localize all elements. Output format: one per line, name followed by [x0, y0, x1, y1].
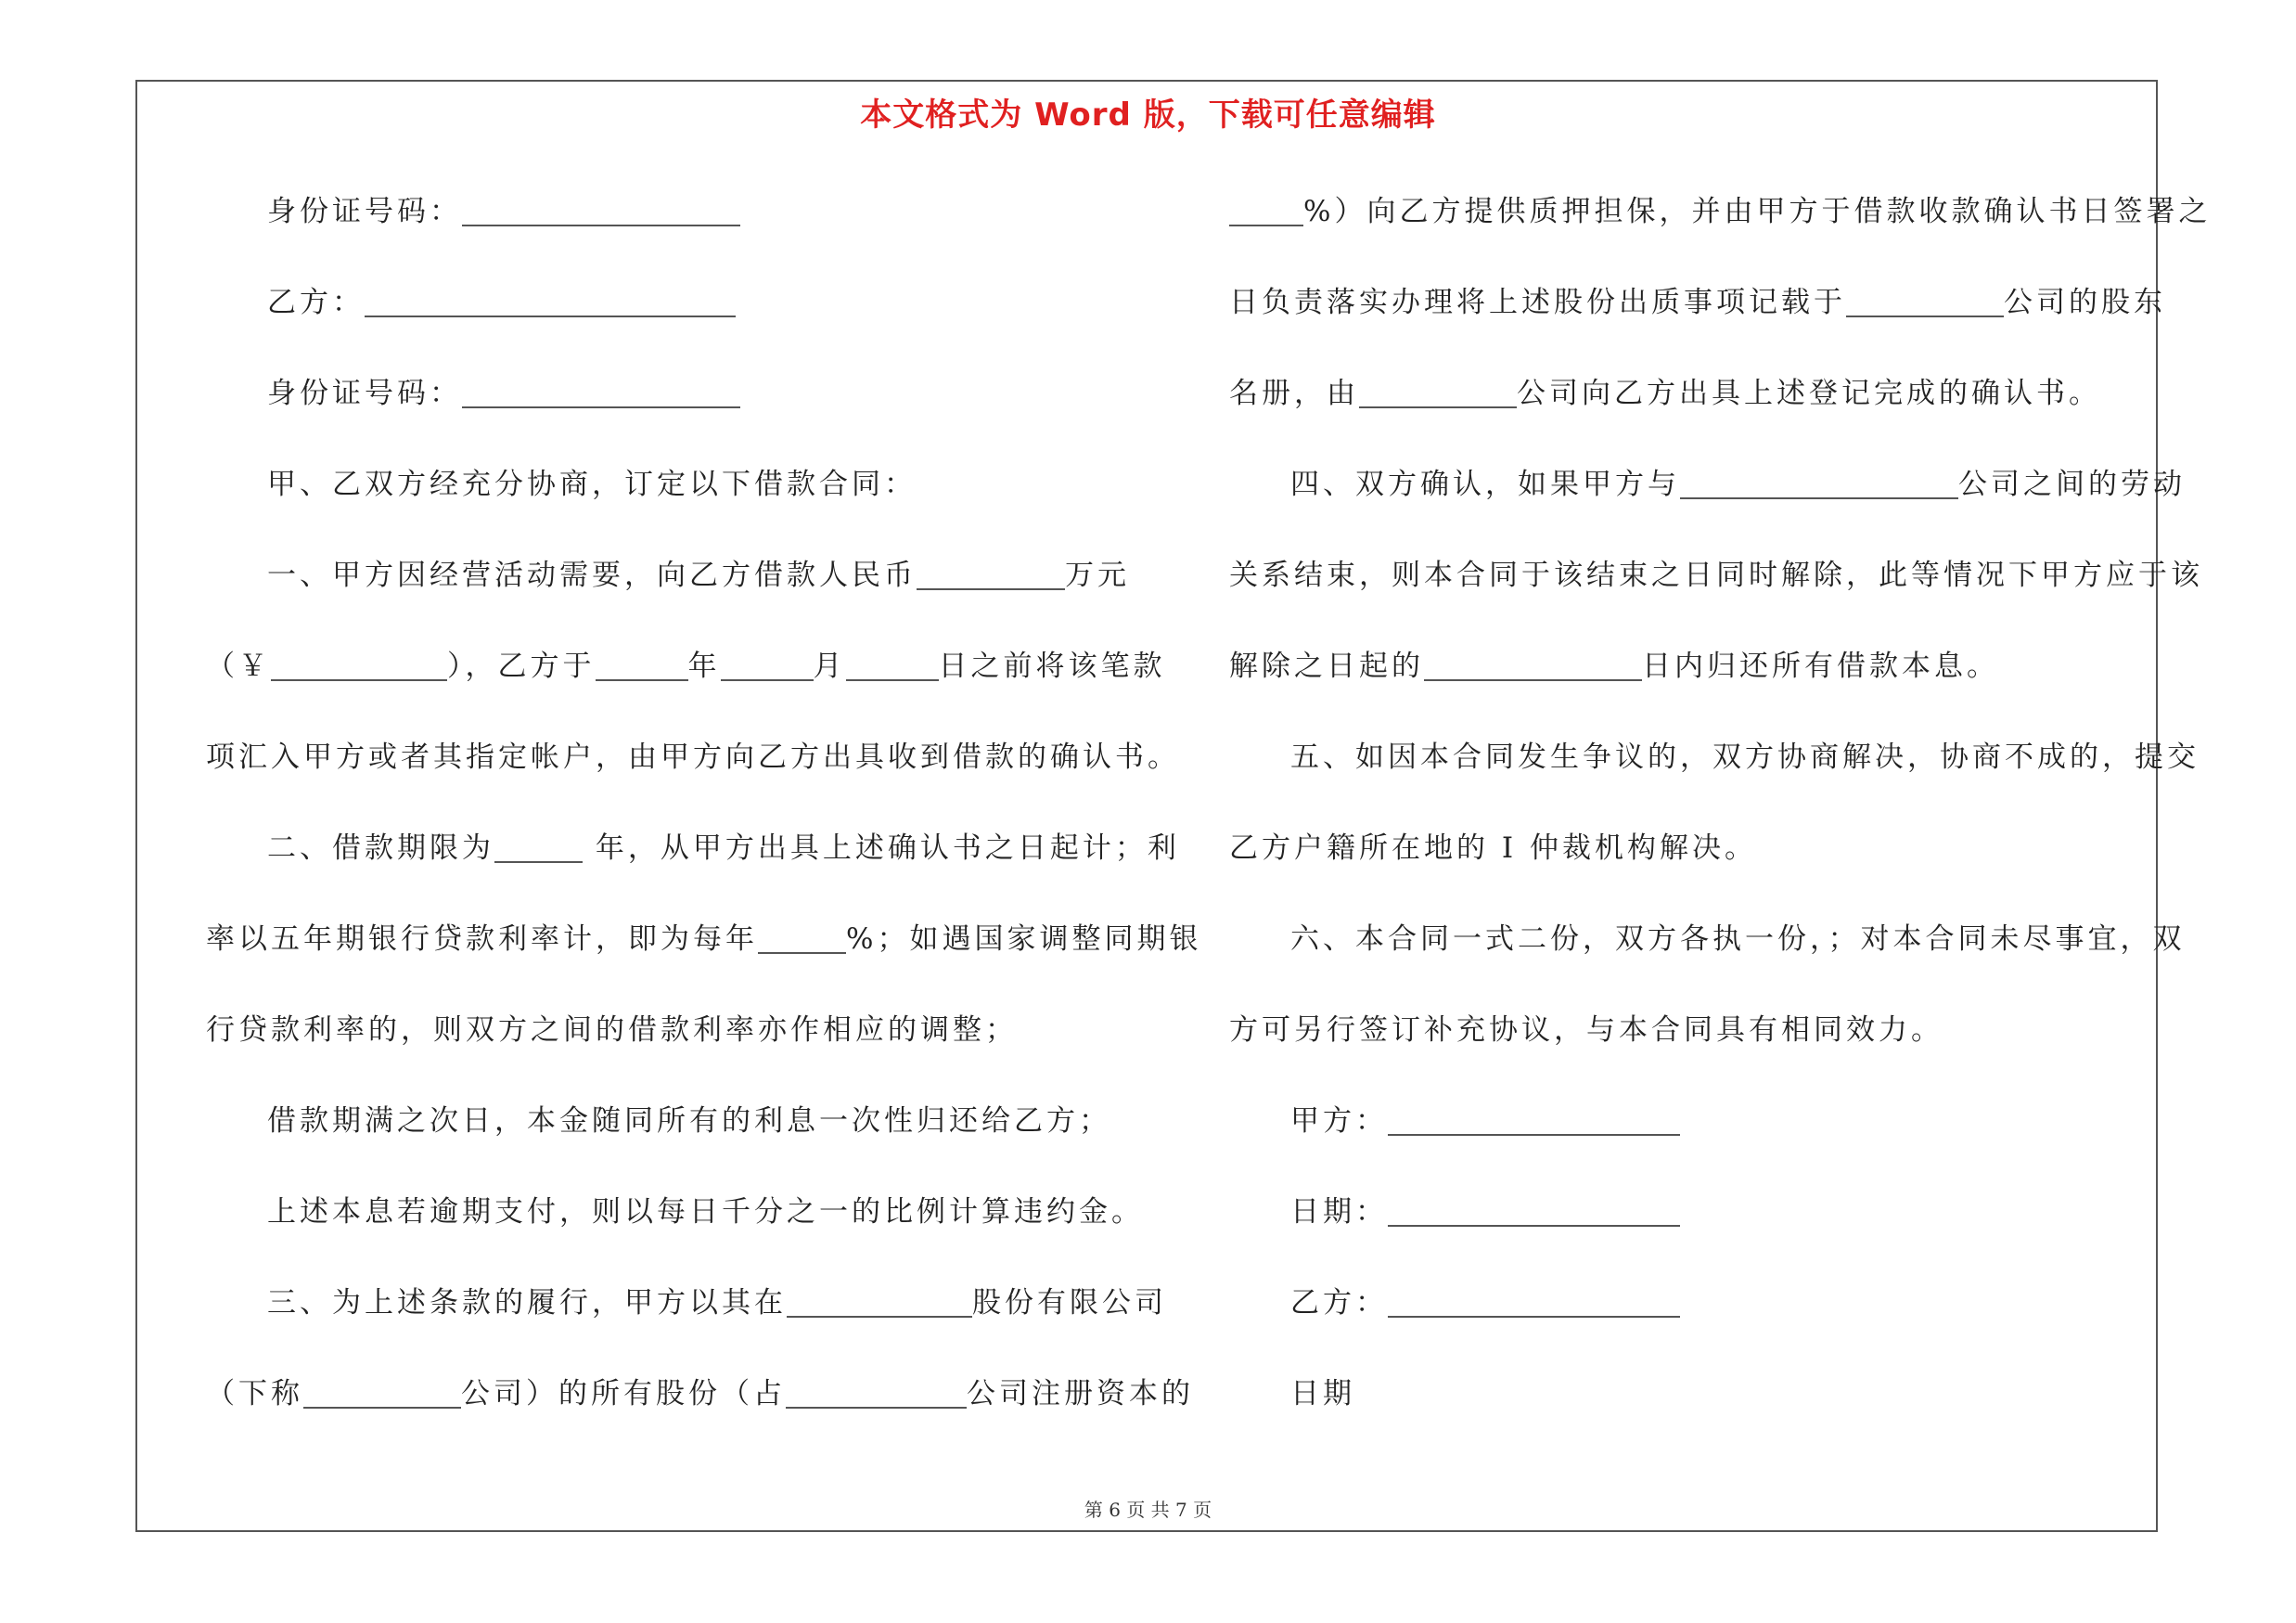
clause-4-text-b: 公司之间的劳动	[1958, 468, 2186, 501]
clause-6-text-a: 六、本合同一式二份，双方各执一份，；对本合同未尽事宜，双	[1290, 922, 2186, 956]
preamble-text: 甲、乙双方经充分协商，订定以下借款合同：	[267, 468, 917, 501]
clause-1-text-d: ），乙方于	[447, 650, 596, 683]
clause-3-text-f: %）向乙方提供质押担保，并由甲方于借款收款确认书日签署之	[1303, 195, 2212, 228]
clause-2-text-b: 年，从甲方出具上述确认书之日起计；利	[595, 831, 1180, 865]
right-line-1	[1229, 176, 2212, 267]
clause-3-text-b: 股份有限公司	[972, 1286, 1167, 1320]
clause-5-text-a: 五、如因本合同发生争议的，双方协商解决，协商不成的，提交	[1290, 741, 2200, 774]
share-percent-company-blank	[786, 1370, 967, 1409]
party-b-signature-blank	[1388, 1279, 1680, 1318]
register-company-blank	[1846, 278, 2004, 317]
left-line-8	[206, 813, 1180, 904]
left-line-7	[206, 722, 1180, 813]
right-line-4	[1229, 449, 2186, 540]
amount-figure-blank	[271, 642, 447, 681]
loan-term-blank	[494, 824, 583, 863]
id-number-blank-2	[462, 369, 740, 408]
left-column	[206, 176, 1202, 1449]
left-line-9	[206, 904, 1202, 995]
left-line-5	[206, 540, 1143, 631]
right-line-7	[1229, 722, 2200, 813]
clause-1-text-f: 项汇入甲方或者其指定帐户，由甲方向乙方出具收到借款的确认书。	[206, 741, 1180, 774]
clause-3-text-g: 日负责落实办理将上述股份出质事项记载于	[1229, 286, 1846, 319]
issuing-company-blank	[1359, 369, 1517, 408]
clause-6-text-b: 方可另行签订补充协议，与本合同具有相同效力。	[1229, 1013, 1943, 1047]
clause-4-text-d: 解除之日起的	[1229, 650, 1424, 683]
right-line-5	[1229, 540, 2203, 631]
left-line-10	[206, 995, 1143, 1086]
id-number-label-2: 身份证号码：	[267, 377, 462, 410]
share-percent-blank	[1229, 187, 1303, 226]
company-name-blank	[787, 1279, 972, 1318]
left-line-3	[206, 358, 1143, 449]
right-line-10	[1229, 995, 2157, 1086]
left-line-4	[206, 449, 1143, 540]
left-line-13	[206, 1268, 1167, 1359]
month-label: 月	[813, 650, 846, 683]
clause-2-text-e: 行贷款利率的，则双方之间的借款利率亦作相应的调整；	[206, 1013, 1018, 1047]
page-number: 第 6 页 共 7 页	[1084, 1499, 1212, 1521]
clause-1-text-c: （￥	[206, 650, 271, 683]
clause-3-text-j: 公司向乙方出具上述登记完成的确认书。	[1517, 377, 2101, 410]
left-line-12	[206, 1177, 1143, 1268]
id-number-label: 身份证号码：	[267, 195, 462, 228]
employer-company-blank	[1680, 460, 1958, 499]
maturity-text: 借款期满之次日，本金随同所有的利息一次性归还给乙方；	[267, 1104, 1111, 1138]
month-blank	[721, 642, 814, 681]
clause-3-text-a: 三、为上述条款的履行，甲方以其在	[267, 1286, 787, 1320]
clause-3-text-c: （下称	[206, 1377, 303, 1410]
repayment-days-blank	[1424, 642, 1642, 681]
right-line-3	[1229, 358, 2157, 449]
left-line-2	[206, 267, 1143, 358]
loan-amount-blank	[917, 551, 1065, 590]
right-line-2	[1229, 267, 2166, 358]
clause-3-text-h: 公司的股东	[2004, 286, 2166, 319]
clause-5-text-b: 乙方户籍所在地的 I 仲裁机构解决。	[1229, 831, 1757, 865]
left-line-1	[206, 176, 1143, 267]
clause-4-text-a: 四、双方确认，如果甲方与	[1290, 468, 1680, 501]
right-line-8	[1229, 813, 2157, 904]
right-column	[1229, 176, 2212, 1449]
left-line-6	[206, 631, 1166, 722]
year-label: 年	[687, 650, 721, 683]
clause-1-text-e: 日之前将该笔款	[938, 650, 1166, 683]
id-number-blank	[462, 187, 740, 226]
clause-1-text-a: 一、甲方因经营活动需要，向乙方借款人民币	[267, 559, 917, 592]
right-line-12	[1229, 1177, 2157, 1268]
left-line-14	[206, 1359, 1194, 1449]
right-line-9	[1229, 904, 2186, 995]
clause-4-text-c: 关系结束，则本合同于该结束之日同时解除，此等情况下甲方应于该	[1229, 559, 2203, 592]
left-line-11	[206, 1086, 1143, 1177]
party-a-signature-label: 甲方：	[1290, 1104, 1388, 1138]
clause-2-text-a: 二、借款期限为	[267, 831, 494, 865]
right-line-11	[1229, 1086, 2157, 1177]
party-a-signature-blank	[1388, 1097, 1680, 1136]
clause-2-text-c: 率以五年期银行贷款利率计，即为每年	[206, 922, 758, 956]
interest-rate-blank	[758, 915, 846, 954]
right-line-6	[1229, 631, 2157, 722]
company-short-name-blank	[303, 1370, 461, 1409]
clause-1-text-b: 万元	[1065, 559, 1130, 592]
year-blank	[596, 642, 688, 681]
clause-3-text-d: 公司）的所有股份（占	[461, 1377, 786, 1410]
clause-3-text-e: 公司注册资本的	[967, 1377, 1194, 1410]
party-b-label: 乙方：	[267, 286, 365, 319]
party-b-blank	[365, 278, 736, 317]
date-blank-a	[1388, 1188, 1680, 1227]
clause-4-text-e: 日内归还所有借款本息。	[1642, 650, 1999, 683]
day-blank	[846, 642, 939, 681]
clause-2-text-d: %；如遇国家调整同期银	[846, 922, 1202, 956]
right-line-13	[1229, 1268, 2157, 1359]
penalty-text: 上述本息若逾期支付，则以每日千分之一的比例计算违约金。	[267, 1195, 1144, 1229]
right-line-14	[1229, 1359, 2157, 1449]
date-label-b: 日期	[1290, 1377, 1355, 1410]
clause-3-text-i: 名册，由	[1229, 377, 1359, 410]
party-b-signature-label: 乙方：	[1290, 1286, 1388, 1320]
date-label-a: 日期：	[1290, 1195, 1388, 1229]
format-banner: 本文格式为 Word 版，下载可任意编辑	[860, 97, 1436, 134]
